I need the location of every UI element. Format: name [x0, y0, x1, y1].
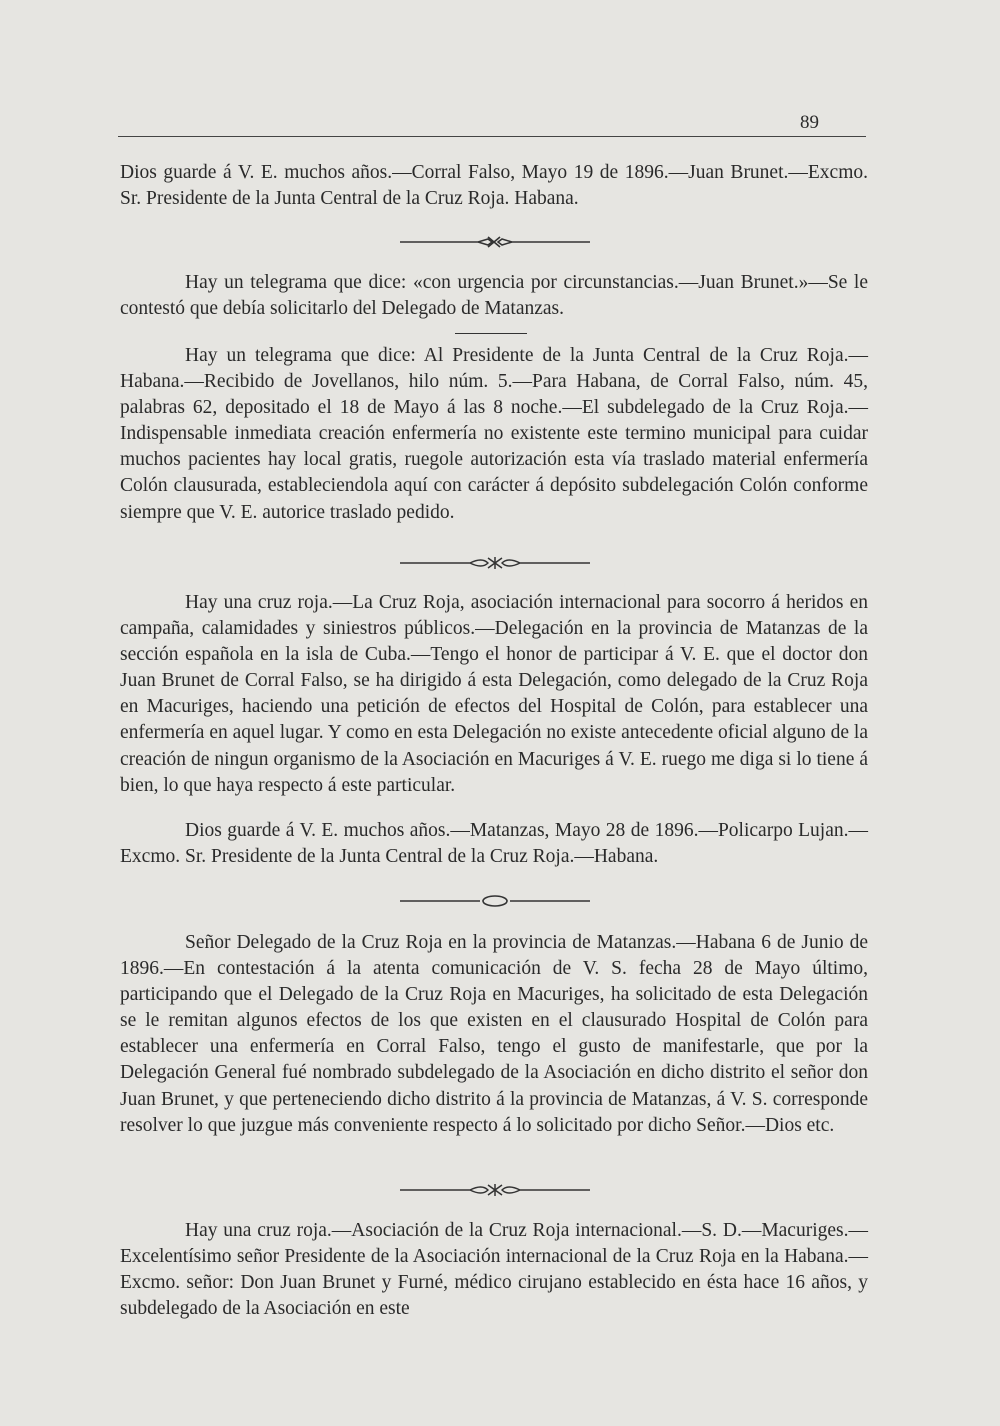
short-divider-rule	[455, 333, 527, 334]
ornament-divider	[400, 555, 590, 571]
paragraph-closing-lujan: Dios guarde á V. E. muchos años.—Matanzas, Mayo 28 de 1896.—Policarpo Lujan.—Excmo. Sr. Presidente de la Junta Central de la Cruz Roja.—Habana.	[120, 820, 868, 868]
paragraph-macuriges-letter: Hay una cruz roja.—Asociación de la Cruz Roja internacional.—S. D.—Macuriges.—Excelentísimo señor Presidente de la Asociación internacional de la Cruz Roja en la Habana.—Excmo. señor: Don Juan Brunet y Furné, médico cirujano establecido en ésta hace 16 años, y subdelegado de la Asociación en este	[120, 1220, 868, 1320]
paragraph-cruz-roja-matanzas: Hay una cruz roja.—La Cruz Roja, asociación internacional para socorro á heridos en campaña, calamidades y siniestros públicos.—Delegación en la provincia de Matanzas de la sección española en la isla de Cuba.—Tengo el honor de participar á V. E. que el doctor don Juan Brunet de Corral Falso, se ha dirigido á esta Delegación, como delegado de la Cruz Roja en Macuriges, haciendo una petición de efectos del Hospital de Colón, para establecer una enfermería en aquel lugar. Y como en esta Delegación no existe antecedente oficial alguno de la creación de ningun organismo de la Asociación en Macuriges á V. E. ruego me diga si lo tiene á bien, lo que haya respecto á este particular.	[120, 592, 868, 796]
paragraph-telegram-urgencia: Hay un telegrama que dice: «con urgencia por circunstancias.—Juan Brunet.»—Se le contestó que debía solicitarlo del Delegado de Matanzas.	[120, 272, 868, 320]
header-rule	[118, 136, 866, 137]
paragraph-telegram-jovellanos: Hay un telegrama que dice: Al Presidente de la Junta Central de la Cruz Roja.—Habana.—Recibido de Jovellanos, hilo núm. 5.—Para Habana, de Corral Falso, núm. 45, palabras 62, depositado el 18 de Mayo á las 8 noche.—El subdelegado de la Cruz Roja.—Indispensable inmediata creación enfermería no existente este termino municipal para cuidar muchos pacientes hay local gratis, ruegole autorización esta vía traslado material enfermería Colón clausurada, estableciendola aquí con carácter á depósito subdelegación Colón conforme siempre que V. E. autorice traslado pedido.	[120, 345, 868, 523]
ornament-divider	[400, 893, 590, 909]
page-number: 89	[800, 112, 819, 133]
ornament-divider	[400, 1182, 590, 1198]
paragraph-senor-delegado: Señor Delegado de la Cruz Roja en la provincia de Matanzas.—Habana 6 de Junio de 1896.—En contestación á la atenta comunicación de V. S. fecha 28 de Mayo último, participando que el Delegado de la Cruz Roja en Macuriges, ha solicitado de esta Delegación se le remitan algunos efectos de los que existen en el clausurado Hospital de Colón para establecer una enfermería en Corral Falso, tengo el gusto de manifestarle, que por la Delegación General fué nombrado subdelegado de la Asociación en dicho distrito el señor don Juan Brunet, y que perteneciendo dicho distrito á la provincia de Matanzas, á V. S. corresponde resolver lo que juzgue más conveniente respecto á lo solicitado por dicho Señor.—Dios etc.	[120, 932, 868, 1136]
ornament-divider	[400, 234, 590, 250]
paragraph-closing-brunet: Dios guarde á V. E. muchos años.—Corral Falso, Mayo 19 de 1896.—Juan Brunet.—Excmo. Sr. Presidente de la Junta Central de la Cruz Roja. Habana.	[120, 162, 868, 210]
